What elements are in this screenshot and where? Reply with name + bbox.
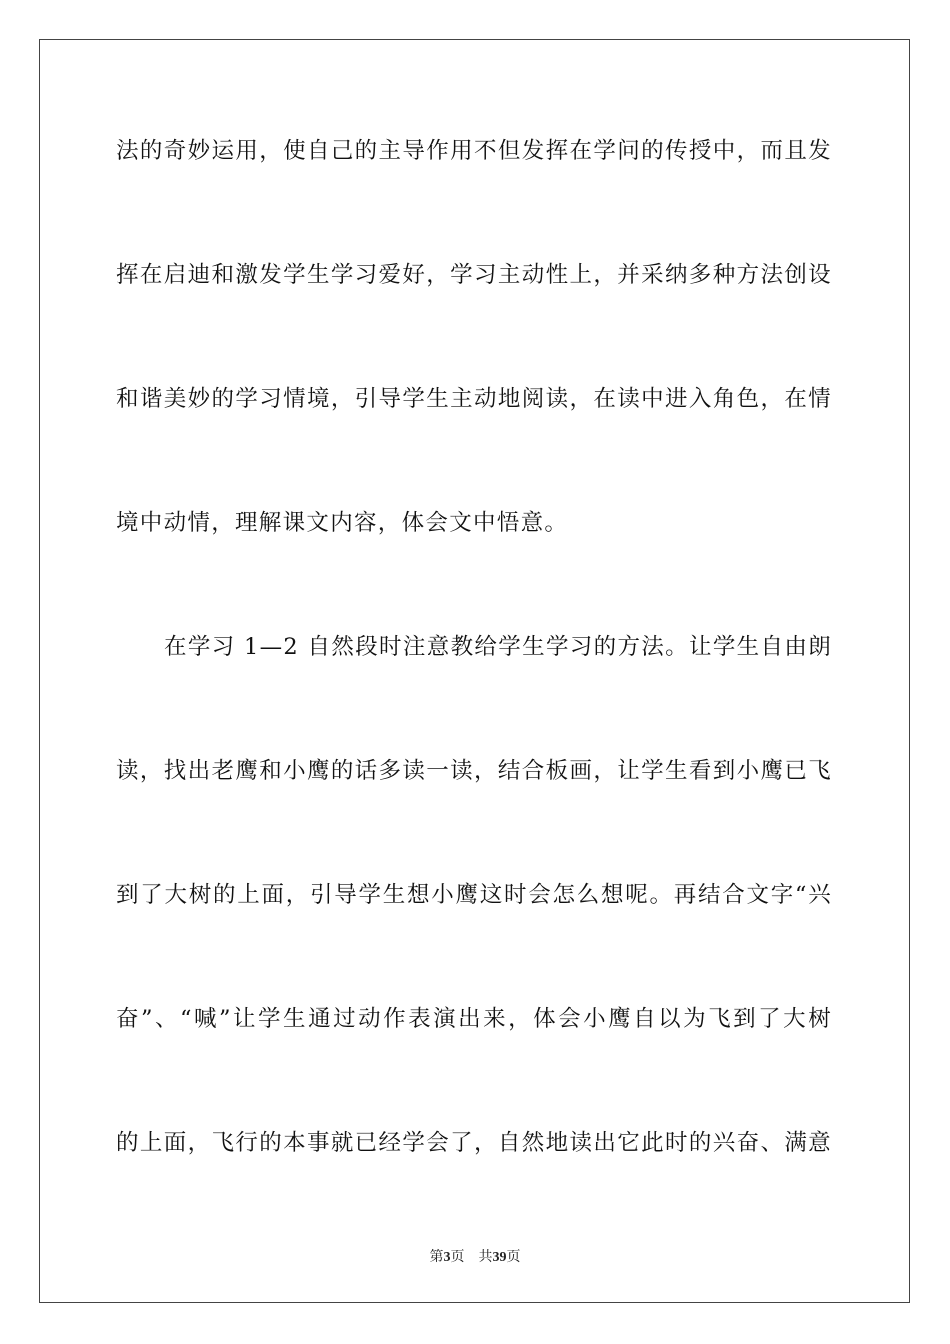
text-line-9: 的上面，飞行的本事就已经学会了，自然地读出它此时的兴奋、满意 <box>116 1130 832 1156</box>
page-suffix: 页 <box>450 1250 465 1265</box>
text-line-5: 在学习 1—2 自然段时注意教给学生学习的方法。让学生自由朗 <box>164 634 832 660</box>
page-number: 3 <box>443 1250 451 1265</box>
total-pages: 39 <box>492 1250 507 1265</box>
total-suffix: 页 <box>506 1250 521 1265</box>
total-prefix: 共 <box>478 1250 493 1265</box>
text-line-8: 奋”、“喊”让学生通过动作表演出来，体会小鹰自以为飞到了大树 <box>116 1006 832 1032</box>
text-line-3: 和谐美妙的学习情境，引导学生主动地阅读，在读中进入角色，在情 <box>116 386 832 412</box>
text-line-4: 境中动情，理解课文内容，体会文中悟意。 <box>116 510 569 536</box>
text-line-7: 到了大树的上面，引导学生想小鹰这时会怎么想呢。再结合文字“兴 <box>116 882 832 908</box>
page-footer <box>0 1248 950 1268</box>
text-line-2: 挥在启迪和激发学生学习爱好，学习主动性上，并采纳多种方法创设 <box>116 262 832 288</box>
text-line-1: 法的奇妙运用，使自己的主导作用不但发挥在学问的传授中，而且发 <box>116 138 832 164</box>
page-prefix: 第 <box>429 1250 444 1265</box>
text-line-6: 读，找出老鹰和小鹰的话多读一读，结合板画，让学生看到小鹰已飞 <box>116 758 832 784</box>
document-body <box>116 125 832 1241</box>
